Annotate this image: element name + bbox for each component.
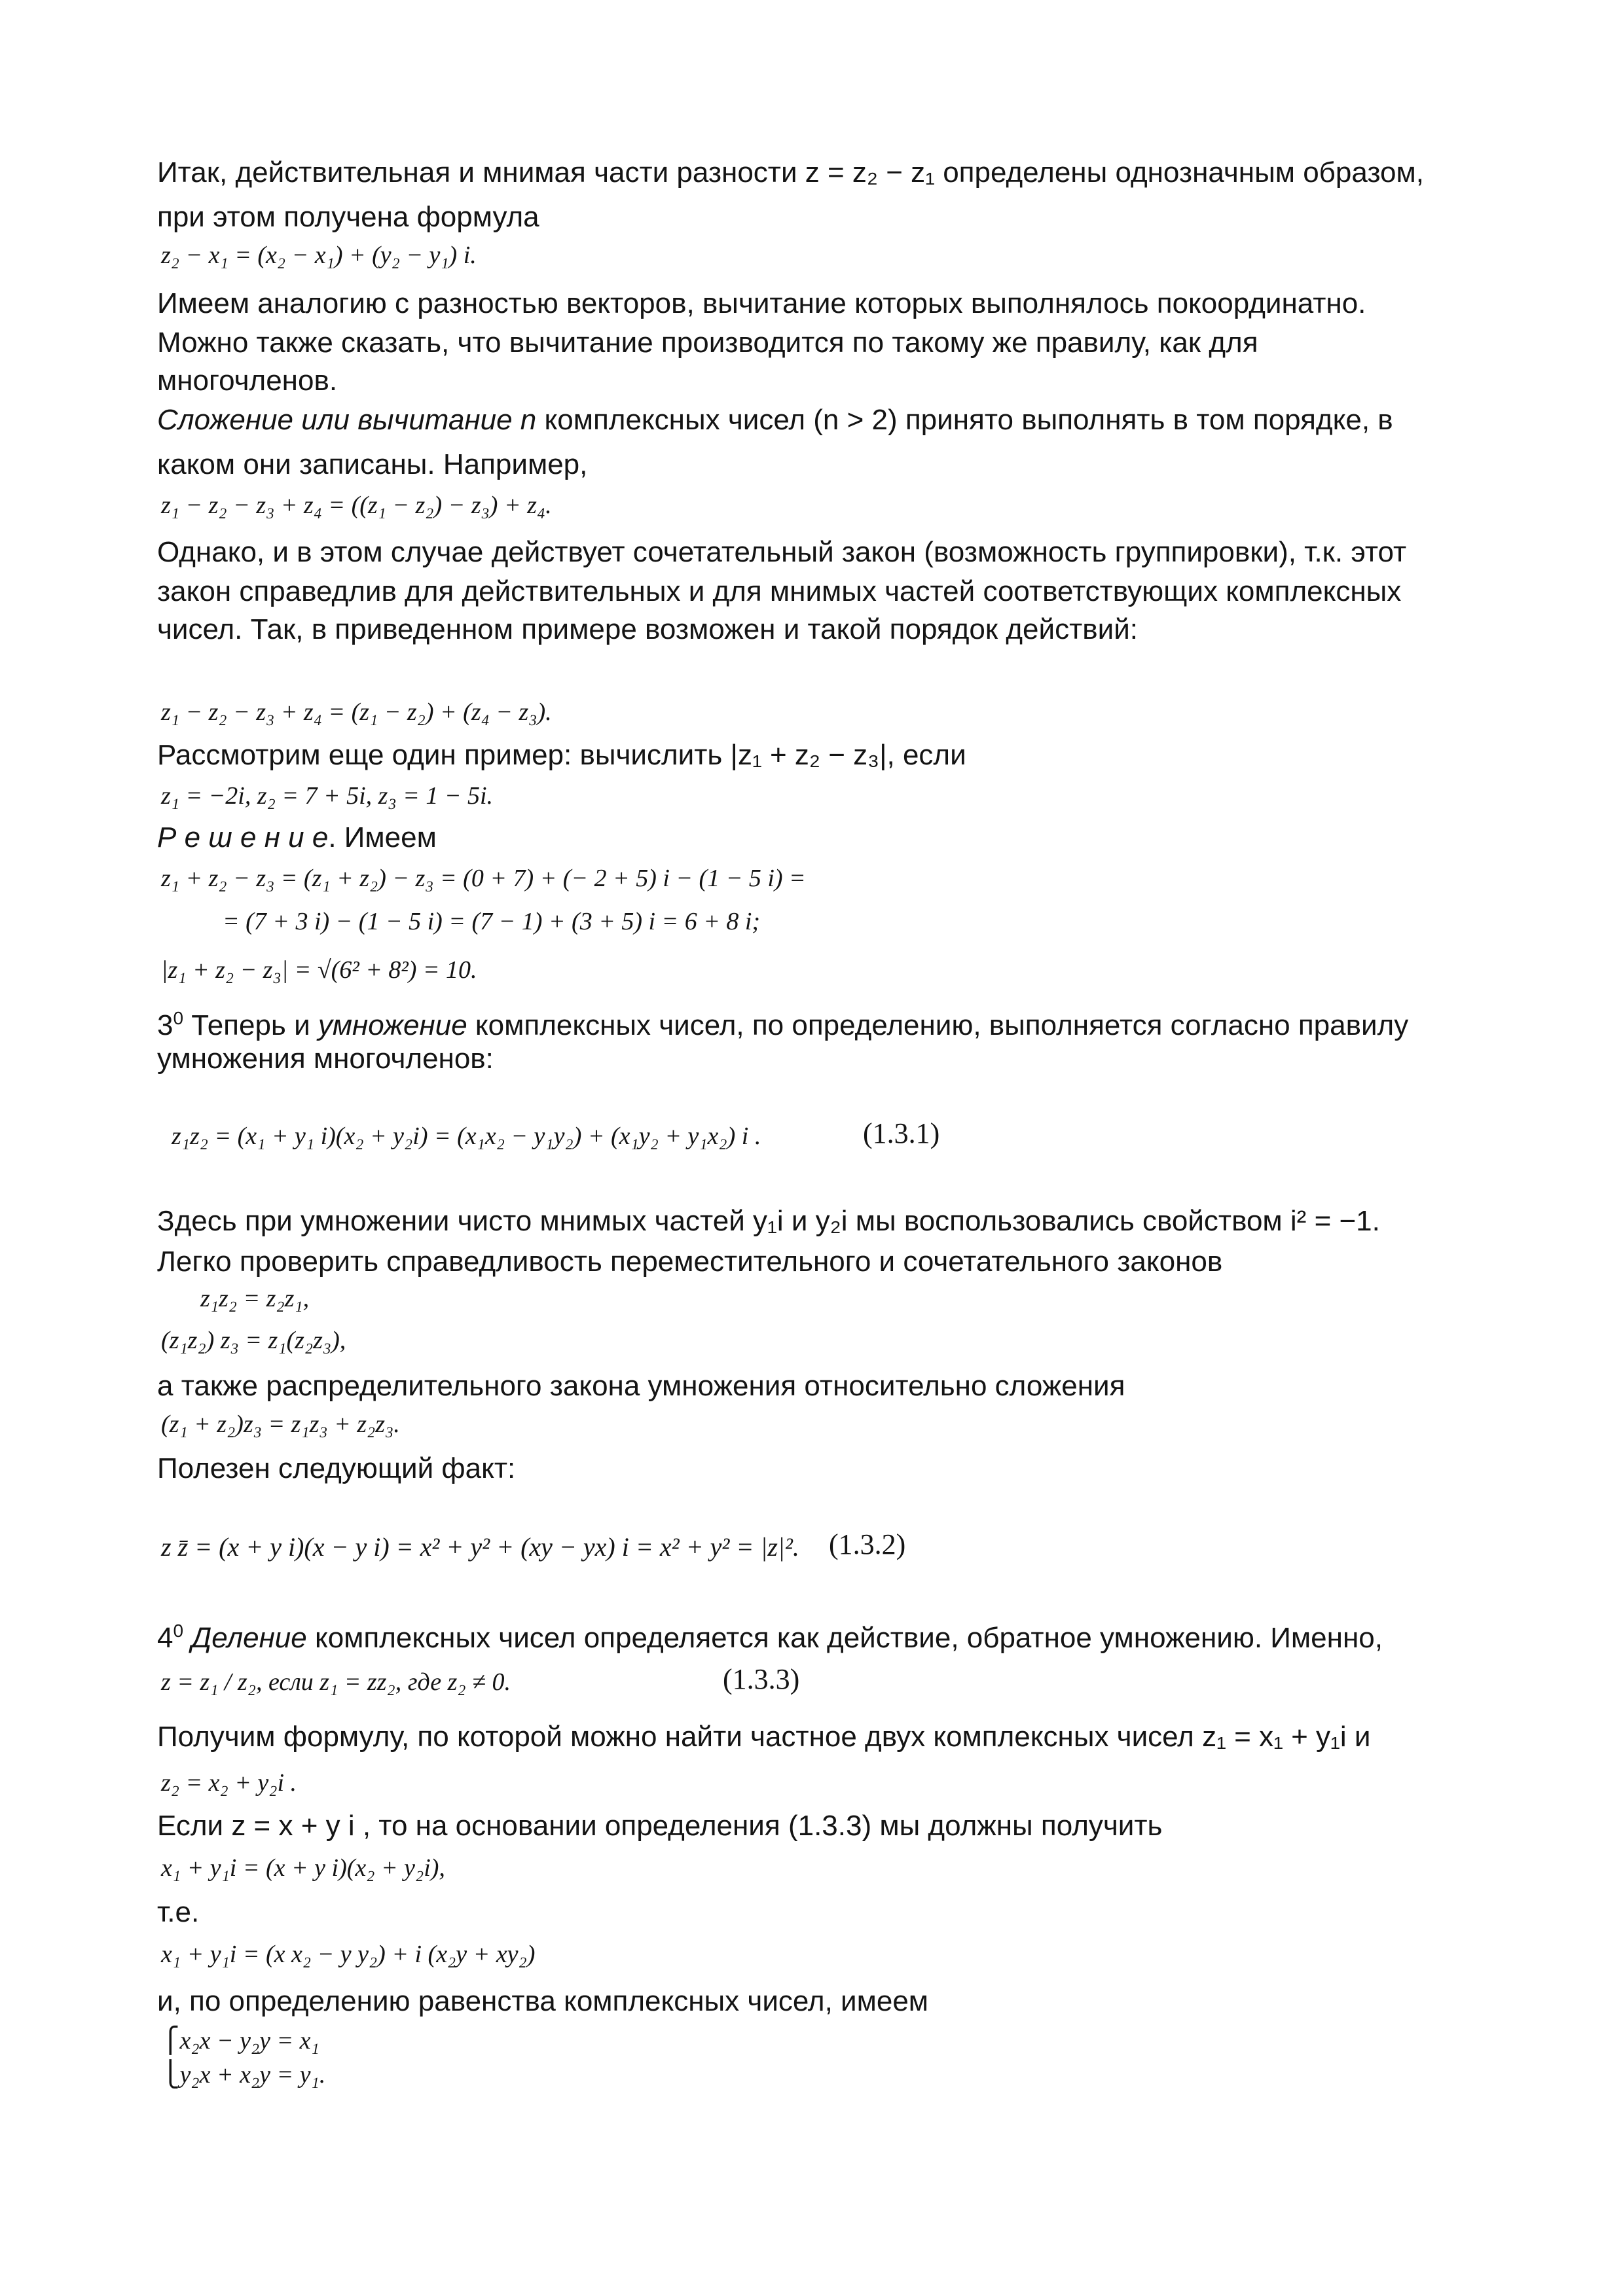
text-span: Теперь и bbox=[183, 1009, 318, 1041]
text-line: т.е. bbox=[157, 1896, 200, 1928]
italic-term: Сложение или вычитание n bbox=[157, 404, 537, 436]
text-span: комплексных чисел определяется как действие, обратное умножению. Именно, bbox=[306, 1622, 1383, 1654]
text-line: закон справедлив для действительных и для мнимых частей соответствующих комплексных bbox=[157, 575, 1402, 607]
formula: x₁ + y₁i = (x + y i)(x₂ + y₂i), bbox=[161, 1854, 445, 1882]
text-line: Получим формулу, по которой можно найти частное двух комплексных чисел z₁ = x₁ + y₁i и bbox=[157, 1721, 1371, 1753]
text-span: комплексных чисел, по определению, выполняется согласно правилу bbox=[467, 1009, 1409, 1041]
text-line: Однако, и в этом случае действует сочетательный закон (возможность группировки), т.к. этот bbox=[157, 536, 1407, 568]
formula: = (7 + 3 i) − (1 − 5 i) = (7 − 1) + (3 + 5) i = 6 + 8 i; bbox=[223, 908, 761, 935]
text-line: Легко проверить справедливость переместительного и сочетательного законов bbox=[157, 1246, 1223, 1278]
system-equation-1: ⎧x₂x − y₂y = x₁ bbox=[161, 2027, 319, 2054]
italic-term: умножение bbox=[318, 1009, 467, 1041]
text-line: и, по определению равенства комплексных чисел, имеем bbox=[157, 1985, 929, 2017]
formula: z₁ − z₂ − z₃ + z₄ = (z₁ − z₂) + (z₄ − z₃). bbox=[161, 698, 552, 726]
text-span: комплексных чисел (n > 2) принято выполнять в том порядке, в bbox=[536, 404, 1393, 436]
text-line: многочленов. bbox=[157, 365, 338, 397]
text-line: умножения многочленов: bbox=[157, 1043, 494, 1075]
equation-number: (1.3.1) bbox=[863, 1117, 940, 1149]
section-number: 4 bbox=[157, 1622, 173, 1654]
formula: (z₁z₂) z₃ = z₁(z₂z₃), bbox=[161, 1327, 346, 1354]
formula: (z₁ + z₂)z₃ = z₁z₃ + z₂z₃. bbox=[161, 1410, 400, 1438]
text-line: при этом получена формула bbox=[157, 201, 539, 233]
text-line bbox=[157, 1001, 1408, 1043]
text-span bbox=[183, 1622, 191, 1654]
text-line: а также распределительного закона умножения относительно сложения bbox=[157, 1370, 1125, 1402]
formula: z₂ = x₂ + y₂i . bbox=[161, 1769, 297, 1797]
spaced-heading: Р е ш е н и е bbox=[157, 821, 329, 853]
text-line: Если z = x + y i , то на основании определения (1.3.3) мы должны получить bbox=[157, 1810, 1163, 1842]
formula: x₁ + y₁i = (x x₂ − y y₂) + i (x₂y + xy₂) bbox=[161, 1941, 536, 1968]
text-span: . Имеем bbox=[328, 821, 437, 853]
text-line: Рассмотрим еще один пример: вычислить |z₁ + z₂ − z₃|, если bbox=[157, 739, 966, 771]
formula: z₁z₂ = z₂z₁, bbox=[200, 1285, 310, 1312]
formula: z₁z₂ = (x₁ + y₁ i)(x₂ + y₂i) = (x₁x₂ − y₁y₂) + (x₁y₂ + y₁x₂) i . bbox=[172, 1122, 761, 1150]
section-number: 3 bbox=[157, 1009, 173, 1041]
equation-number: (1.3.3) bbox=[723, 1663, 800, 1695]
text-line: чисел. Так, в приведенном примере возможен и такой порядок действий: bbox=[157, 613, 1138, 645]
formula: z₁ − z₂ − z₃ + z₄ = ((z₁ − z₂) − z₃) + z₄. bbox=[161, 492, 552, 519]
equation-number: (1.3.2) bbox=[829, 1528, 906, 1560]
text-line bbox=[157, 1614, 1383, 1655]
text-line: Здесь при умножении чисто мнимых частей y₁i и y₂i мы воспользовались свойством i² = −1. bbox=[157, 1205, 1380, 1237]
formula: z z̄ = (x + y i)(x − y i) = x² + y² + (xy − yx) i = x² + y² = |z|². bbox=[161, 1532, 799, 1562]
text-line: Имеем аналогию с разностью векторов, вычитание которых выполнялось покоординатно. bbox=[157, 287, 1366, 319]
text-line: Итак, действительная и мнимая части разности z = z₂ − z₁ определены однозначным образом, bbox=[157, 156, 1424, 188]
italic-term: Деление bbox=[191, 1622, 307, 1654]
text-line bbox=[157, 821, 437, 855]
formula: z₂ − x₁ = (x₂ − x₁) + (y₂ − y₁) i. bbox=[161, 242, 477, 269]
text-line: Полезен следующий факт: bbox=[157, 1452, 516, 1484]
formula: |z₁ + z₂ − z₃| = √(6² + 8²) = 10. bbox=[161, 956, 477, 984]
formula: z = z₁ / z₂, если z₁ = zz₂, где z₂ ≠ 0. bbox=[161, 1668, 511, 1696]
text-line: каком они записаны. Например, bbox=[157, 448, 588, 480]
system-equation-2: ⎩y₂x + x₂y = y₁. bbox=[161, 2061, 326, 2089]
degree-mark: 0 bbox=[173, 1008, 184, 1028]
text-line: Можно также сказать, что вычитание производится по такому же правилу, как для bbox=[157, 327, 1258, 359]
text-line bbox=[157, 403, 1393, 437]
formula: z₁ = −2i, z₂ = 7 + 5i, z₃ = 1 − 5i. bbox=[161, 782, 494, 810]
degree-mark: 0 bbox=[173, 1621, 184, 1641]
formula: z₁ + z₂ − z₃ = (z₁ + z₂) − z₃ = (0 + 7) + (− 2 + 5) i − (1 − 5 i) = bbox=[161, 865, 806, 892]
